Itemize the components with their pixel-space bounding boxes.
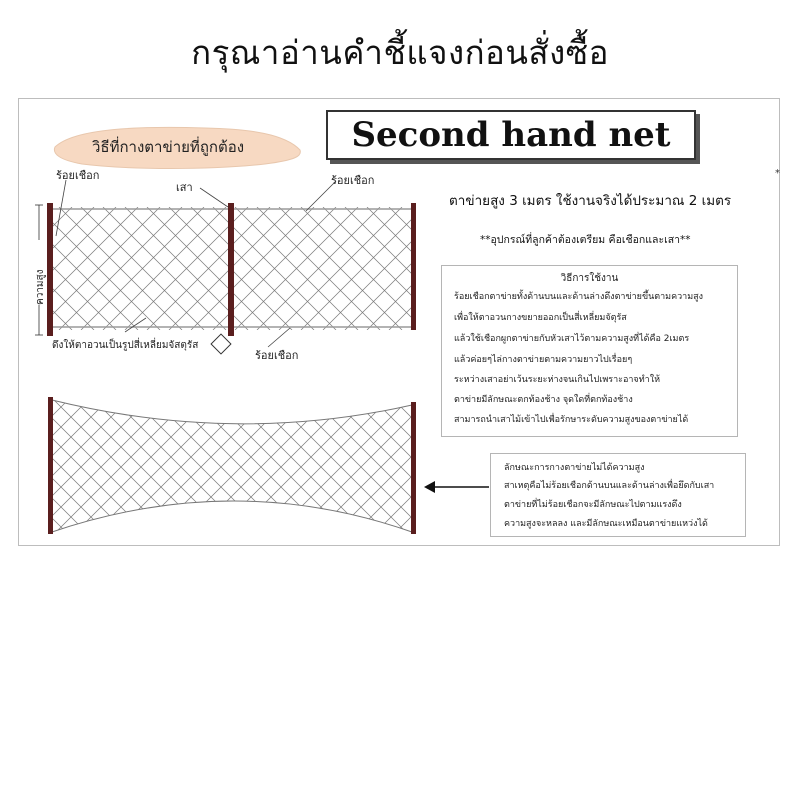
right-pole: [411, 203, 416, 330]
mesh-strand: [192, 398, 330, 536]
label-rope-top-right: ร้อยเชือก: [331, 174, 375, 187]
warning-box: [490, 453, 746, 537]
usage-guide-line: ร้อยเชือกตาข่ายทั้งด้านบนและด้านล่างดึงตาข่ายขึ้นตามความสูง: [454, 292, 704, 302]
label-pull-square: ดึงให้ตาอวนเป็นรูปสี่เหลี่ยมจัสตุรัส: [52, 340, 199, 351]
left-pole: [47, 203, 53, 336]
star-mark: *: [775, 168, 780, 179]
page-title: กรุณาอ่านคำชี้แจงก่อนสั่งซื้อ: [191, 33, 609, 72]
usage-guide-line: ระหว่างเสาอย่าเว้นระยะห่างจนเกินไปเพราะอาจทำให้: [454, 375, 661, 385]
mesh-strand: [12, 398, 150, 536]
banner-text: วิธีที่กางตาข่ายที่ถูกต้อง: [92, 138, 245, 156]
usage-guide-line: เพื่อให้ตาอวนกางขยายออกเป็นสี่เหลี่ยมจัตุรัส: [454, 313, 627, 323]
warning-line: ตาข่ายที่ไม่ร้อยเชือกจะมีลักษณะไปตามแรงดึง: [504, 500, 682, 510]
warning-line: ลักษณะการกางตาข่ายไม่ได้ความสูง: [504, 463, 645, 473]
mesh-strand: [0, 398, 70, 536]
mesh-strand: [0, 207, 72, 330]
mesh-strand: [0, 398, 50, 536]
mesh-strand: [172, 398, 310, 536]
mesh-strand: [0, 207, 72, 330]
pole-leader: [200, 188, 228, 207]
bottom-right-pole: [411, 402, 416, 534]
mesh-strand: [0, 398, 110, 536]
usage-guide-box: [441, 265, 738, 437]
usage-guide-line: แล้วค่อยๆไล่กางตาข่ายตามความยาวไปเรื่อยๆ: [454, 355, 633, 365]
header-box: [326, 110, 696, 160]
middle-pole: [228, 203, 234, 336]
mesh-strand: [152, 398, 290, 536]
mesh-strand: [0, 398, 110, 536]
mesh-strand: [0, 398, 70, 536]
usage-guide-line: ตาข่ายมีลักษณะตกท้องช้าง จุดใดที่ตกท้องช้าง: [454, 395, 633, 405]
warning-line: สาเหตุคือไม่ร้อยเชือกด้านบนและด้านล่างเพื่อยึดกับเสา: [504, 481, 715, 491]
rope-left-leader: [56, 180, 66, 236]
label-pole: เสา: [176, 181, 193, 194]
square-mesh-icon: [211, 334, 231, 354]
label-rope-bottom: ร้อยเชือก: [255, 349, 299, 362]
bottom-net-bottom-edge: [52, 501, 412, 532]
bottom-net-top-edge: [52, 400, 412, 424]
mesh-strand: [0, 398, 90, 536]
equipment-note: **อุปกรณ์ที่ลูกค้าต้องเตรียม คือเชือกและเสา**: [480, 234, 691, 246]
usage-guide-line: แล้วใช้เชือกผูกตาข่ายกับหัวเสาไว้ตามความสูงที่ได้คือ 2เมตร: [454, 334, 690, 344]
height-note: ตาข่ายสูง 3 เมตร ใช้งานจริงได้ประมาณ 2 เมตร: [449, 193, 732, 209]
mesh-strand: [0, 207, 50, 330]
bottom-left-pole: [48, 397, 53, 534]
label-rope-top-left: ร้อยเชือก: [56, 169, 100, 182]
usage-guide-line: สามารถนำเสาไม้เข้าไปเพื่อรักษาระดับความสูงของตาข่ายได้: [454, 415, 689, 425]
rope-bottom-leader: [268, 328, 290, 347]
warning-line: ความสูงจะหลลง และมีลักษณะเหมือนตาข่ายแหว่งได้: [504, 519, 708, 529]
warning-arrow-head: [424, 481, 435, 493]
mesh-strand: [0, 398, 50, 536]
mesh-strand: [0, 207, 50, 330]
usage-guide-title: วิธีการใช้งาน: [560, 273, 619, 284]
height-vertical-label: ความสูง: [35, 269, 46, 305]
mesh-strand: [232, 398, 370, 536]
mesh-strand: [0, 398, 90, 536]
header-title: Second hand net: [351, 115, 671, 155]
